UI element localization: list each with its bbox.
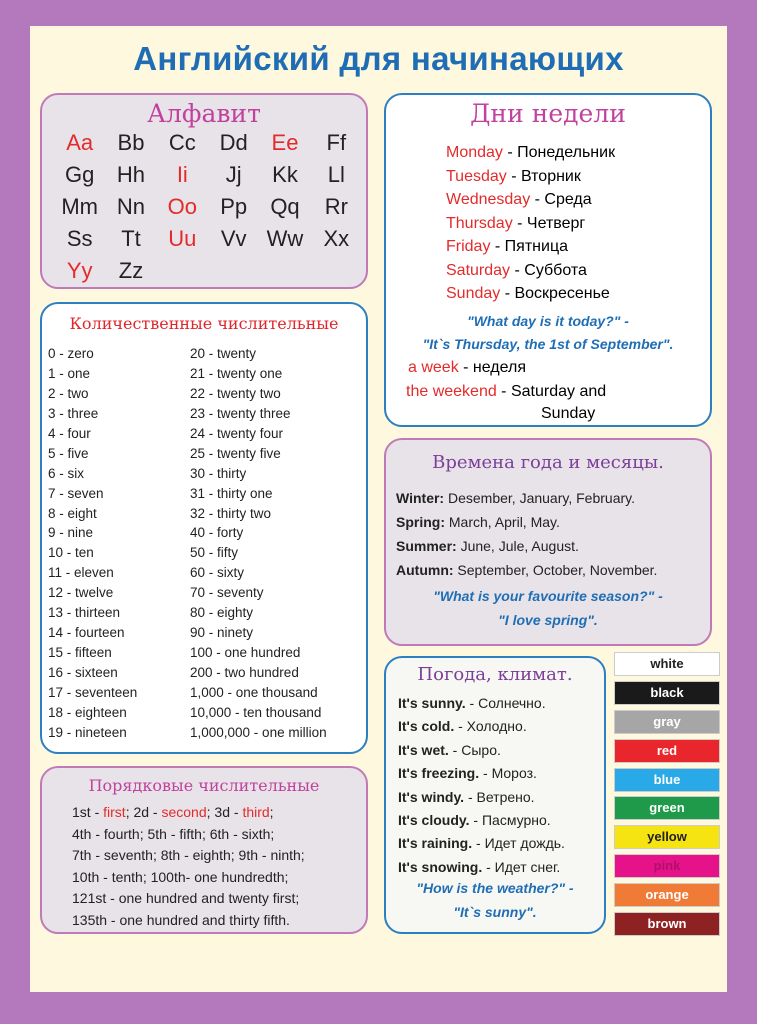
cardinal-number: 5 - five	[48, 445, 89, 461]
cardinal-number: 6 - six	[48, 465, 85, 481]
weather-ru: - Идет снег.	[482, 858, 561, 875]
alphabet-letter: Ii	[176, 162, 188, 187]
cardinal-number: 30 - thirty	[190, 465, 247, 481]
cardinal-number: 13 - thirteen	[48, 605, 121, 621]
color-swatch-red: red	[614, 739, 720, 763]
season-months: September, October, November.	[453, 562, 658, 578]
alphabet-letter: Kk	[272, 162, 298, 187]
cardinal-number: 15 - fifteen	[48, 645, 112, 661]
day-ru: - Четверг	[512, 214, 586, 232]
days-answer: "It`s Thursday, the 1st of September".	[422, 336, 674, 352]
color-swatch-brown: brown	[614, 912, 720, 936]
cardinal-number: 14 - fourteen	[48, 625, 125, 641]
cardinal-number: 3 - three	[48, 405, 99, 421]
day-ru: - Суббота	[510, 261, 587, 279]
cardinal-number: 24 - twenty four	[190, 425, 284, 441]
seasons-answer: "I love spring".	[498, 612, 598, 628]
weather-heading: Погода, климат.	[417, 664, 573, 685]
days-heading: Дни недели	[470, 99, 626, 128]
weather-row	[398, 739, 565, 762]
days-panel	[384, 93, 712, 427]
week-line	[408, 359, 526, 377]
cardinal-number: 11 - eleven	[48, 565, 114, 581]
alphabet-letter: Ss	[66, 226, 93, 251]
cardinal-number: 70 - seventy	[190, 585, 264, 601]
season-months: Desember, January, February.	[444, 490, 635, 506]
season-row	[396, 510, 657, 534]
ordinal-text: 1st -	[72, 804, 104, 820]
cardinals-column-2	[190, 344, 327, 743]
season-row	[396, 486, 657, 510]
weather-row	[398, 809, 565, 832]
weather-row	[398, 692, 565, 715]
cardinal-number: 10,000 - ten thousand	[190, 704, 322, 720]
color-swatch-white: white	[614, 652, 720, 676]
cardinal-number: 21 - twenty one	[190, 365, 283, 381]
weather-ru: - Мороз.	[479, 765, 537, 782]
weather-en: It's freezing.	[398, 765, 480, 782]
cardinal-number: 19 - nineteen	[48, 724, 127, 740]
weather-list	[398, 692, 565, 879]
weather-en: It's raining.	[398, 835, 473, 852]
cardinal-number: 80 - eighty	[190, 605, 254, 621]
cardinals-panel	[40, 302, 368, 754]
alphabet-letter: Xx	[323, 226, 350, 251]
color-swatch-orange: orange	[614, 883, 720, 907]
week-en: a week	[408, 359, 459, 376]
alphabet-panel	[40, 93, 368, 289]
weather-ru: - Ветрено.	[464, 788, 535, 805]
alphabet-letter: Ff	[326, 130, 347, 155]
day-en: Tuesday	[446, 167, 507, 185]
cardinal-number: 32 - thirty two	[190, 505, 272, 521]
alphabet-letter: Hh	[116, 162, 146, 187]
seasons-panel	[384, 438, 712, 646]
cardinal-number: 1,000,000 - one million	[190, 724, 327, 740]
cardinal-number: 20 - twenty	[190, 346, 257, 361]
cardinal-number: 200 - two hundred	[190, 665, 299, 680]
alphabet-letter: Ll	[327, 162, 345, 187]
poster-title: Английский для начинающих	[133, 40, 624, 77]
day-row	[446, 212, 615, 236]
alphabet-letter: Cc	[168, 130, 196, 155]
weekend-ru: - Saturday and	[496, 383, 607, 400]
weather-en: It's cold.	[398, 718, 455, 735]
day-en: Wednesday	[446, 191, 531, 208]
cardinal-number: 4 - four	[48, 425, 91, 441]
cardinal-number: 2 - two	[48, 385, 89, 401]
cardinal-number: 22 - twenty two	[190, 385, 281, 401]
day-en: Friday	[446, 238, 491, 255]
season-name: Summer:	[396, 538, 457, 554]
day-en: Sunday	[446, 285, 501, 302]
day-row	[446, 282, 615, 306]
cardinals-column-1	[48, 344, 137, 743]
alphabet-letter: Jj	[225, 162, 242, 187]
weather-en: It's wet.	[398, 741, 449, 758]
ordinal-second: second	[161, 804, 207, 820]
weather-question: "How is the weather?" -	[416, 880, 574, 896]
ordinal-line: 4th - fourth; 5th - fifth; 6th - sixth;	[72, 825, 275, 842]
alphabet-letter: Gg	[64, 162, 95, 187]
alphabet-letter: Bb	[117, 130, 145, 155]
weekend-line	[406, 383, 606, 401]
cardinal-number: 100 - one hundred	[190, 645, 301, 661]
alphabet-letter: Rr	[324, 194, 348, 219]
weekend-line-2: Sunday	[541, 405, 596, 422]
ordinal-line: 135th - one hundred and thirty fifth.	[72, 911, 290, 928]
season-name: Autumn:	[396, 562, 454, 578]
day-en: Monday	[446, 144, 503, 161]
ordinal-line: 121st - one hundred and twenty first;	[72, 890, 300, 906]
alphabet-letter: Dd	[219, 130, 248, 155]
day-en: Saturday	[446, 261, 511, 279]
color-swatch-yellow: yellow	[614, 825, 720, 849]
cardinal-number: 12 - twelve	[48, 585, 114, 601]
color-swatch-black: black	[614, 681, 720, 705]
weather-ru: - Солнечно.	[465, 695, 546, 711]
weather-en: It's sunny.	[398, 695, 466, 711]
color-swatch-blue: blue	[614, 768, 720, 792]
weather-ru: - Пасмурно.	[469, 811, 551, 828]
alphabet-heading: Алфавит	[147, 99, 261, 128]
days-question: "What day is it today?" -	[467, 313, 629, 329]
day-ru: - Воскресенье	[500, 285, 610, 302]
ordinal-line: 10th - tenth; 100th- one hundredth;	[72, 868, 289, 885]
weather-ru: - Сыро.	[448, 741, 501, 758]
weather-row	[398, 786, 565, 809]
alphabet-letter: Ww	[266, 226, 304, 251]
cardinal-number: 7 - seven	[48, 485, 104, 501]
cardinals-heading: Количественные числительные	[69, 314, 339, 333]
weather-ru: - Холодно.	[454, 718, 527, 735]
ordinals-list	[72, 802, 305, 931]
cardinal-number: 18 - eighteen	[48, 704, 127, 720]
day-row	[446, 235, 615, 259]
cardinal-number: 31 - thirty one	[190, 485, 273, 501]
day-ru: - Среда	[530, 191, 592, 208]
weather-row	[398, 762, 565, 785]
ordinal-text: ; 3d -	[206, 804, 243, 820]
week-ru: - неделя	[458, 359, 527, 376]
ordinal-first: first	[103, 804, 126, 820]
ordinal-third: third	[242, 804, 270, 820]
weather-en: It's snowing.	[398, 858, 483, 875]
weather-panel	[384, 656, 606, 934]
cardinal-number: 40 - forty	[190, 525, 244, 541]
cardinal-number: 17 - seventeen	[48, 684, 138, 700]
cardinal-number: 0 - zero	[48, 346, 94, 361]
day-row	[446, 141, 615, 165]
cardinal-number: 23 - twenty three	[190, 405, 291, 421]
color-swatch-green: green	[614, 796, 720, 820]
alphabet-letter: Oo	[167, 194, 197, 219]
alphabet-letter: Mm	[61, 194, 98, 219]
ordinals-heading: Порядковые числительные	[88, 776, 320, 795]
alphabet-letter: Pp	[220, 194, 248, 219]
seasons-list	[396, 486, 657, 582]
ordinal-line	[72, 802, 305, 824]
cardinal-number: 25 - twenty five	[190, 445, 281, 461]
weather-answer: "It`s sunny".	[453, 904, 537, 920]
cardinal-number: 50 - fifty	[190, 545, 239, 561]
alphabet-letter: Vv	[220, 226, 247, 251]
cardinal-number: 16 - sixteen	[48, 665, 118, 680]
day-row	[446, 165, 615, 189]
alphabet-letter: Yy	[66, 258, 93, 283]
ordinal-text: ;	[269, 804, 274, 820]
alphabet-letter: Nn	[116, 194, 146, 219]
colors-legend	[614, 652, 720, 941]
season-name: Winter:	[396, 490, 445, 506]
alphabet-letter: Aa	[66, 130, 94, 155]
cardinal-number: 1,000 - one thousand	[190, 684, 318, 700]
weather-en: It's windy.	[398, 788, 465, 805]
day-en: Thursday	[446, 214, 513, 232]
weather-row	[398, 856, 565, 879]
weather-row	[398, 715, 565, 738]
season-months: March, April, May.	[445, 514, 560, 530]
alphabet-letter: Tt	[121, 226, 141, 251]
cardinal-number: 9 - nine	[48, 525, 94, 541]
weekend-en: the weekend	[406, 383, 497, 400]
day-ru: - Пятница	[490, 238, 568, 255]
cardinal-number: 10 - ten	[48, 545, 94, 561]
alphabet-letter: Uu	[168, 226, 197, 251]
seasons-heading: Времена года и месяцы.	[432, 452, 664, 473]
ordinal-line: 7th - seventh; 8th - eighth; 9th - ninth;	[72, 847, 305, 863]
day-ru: - Понедельник	[502, 144, 616, 161]
day-row	[446, 188, 615, 212]
ordinal-text: ; 2d -	[125, 804, 162, 820]
alphabet-letter: Zz	[118, 258, 144, 283]
alphabet-grid	[54, 129, 362, 285]
weather-row	[398, 832, 565, 855]
season-row	[396, 558, 657, 582]
cardinal-number: 1 - one	[48, 365, 91, 381]
color-swatch-pink: pink	[614, 854, 720, 878]
day-row	[446, 259, 615, 283]
alphabet-letter: Ee	[271, 130, 299, 155]
weather-ru: - Идет дождь.	[472, 835, 565, 852]
cardinal-number: 8 - eight	[48, 505, 97, 521]
season-row	[396, 534, 657, 558]
color-swatch-gray: gray	[614, 710, 720, 734]
cardinal-number: 60 - sixty	[190, 565, 245, 581]
ordinals-panel	[40, 766, 368, 934]
alphabet-letter: Qq	[270, 194, 300, 219]
day-ru: - Вторник	[506, 167, 581, 185]
days-list	[446, 141, 615, 306]
cardinal-number: 90 - ninety	[190, 625, 254, 641]
seasons-question: "What is your favourite season?" -	[433, 588, 663, 604]
season-months: June, Jule, August.	[456, 538, 579, 554]
weather-en: It's cloudy.	[398, 811, 470, 828]
season-name: Spring:	[396, 514, 445, 530]
